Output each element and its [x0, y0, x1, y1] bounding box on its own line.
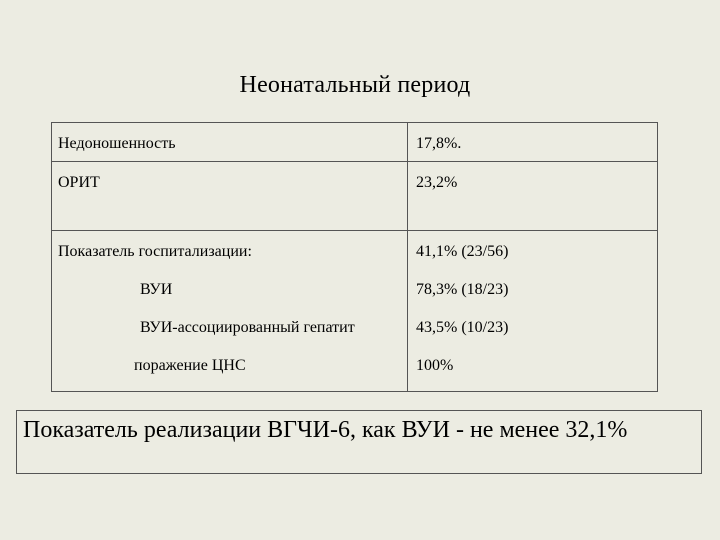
row-value: 100% [416, 357, 454, 374]
row-label-cell [52, 162, 408, 231]
row-label: ОРИТ [58, 174, 100, 191]
row-value: 17,8%. [416, 135, 462, 152]
row-value-cell [408, 123, 658, 162]
statistics-table [51, 122, 658, 392]
row-value-cell [408, 307, 658, 345]
page-title: Неонатальный период [239, 72, 471, 98]
table-row [52, 345, 658, 392]
table-row [52, 307, 658, 345]
table-row [52, 269, 658, 307]
row-value-cell [408, 162, 658, 231]
row-label-cell [52, 307, 408, 345]
row-value: 43,5% (10/23) [416, 319, 509, 336]
row-value: 78,3% (18/23) [416, 281, 509, 298]
table-row [52, 162, 658, 231]
table-row [52, 123, 658, 162]
row-label: поражение ЦНС [134, 357, 246, 374]
row-label-cell [52, 269, 408, 307]
row-label: ВУИ-ассоциированный гепатит [140, 319, 355, 336]
row-value: 23,2% [416, 174, 458, 191]
row-value-cell [408, 345, 658, 392]
row-label-cell [52, 231, 408, 270]
row-label: Недоношенность [58, 135, 176, 152]
row-label: ВУИ [140, 281, 173, 298]
row-label-cell [52, 123, 408, 162]
row-value-cell [408, 231, 658, 270]
row-value: 41,1% (23/56) [416, 243, 509, 260]
table-row [52, 231, 658, 270]
summary-box: Показатель реализации ВГЧИ-6, как ВУИ - не менее 32,1% [16, 410, 702, 474]
row-label-cell [52, 345, 408, 392]
row-value-cell [408, 269, 658, 307]
row-label: Показатель госпитализации: [58, 243, 252, 260]
